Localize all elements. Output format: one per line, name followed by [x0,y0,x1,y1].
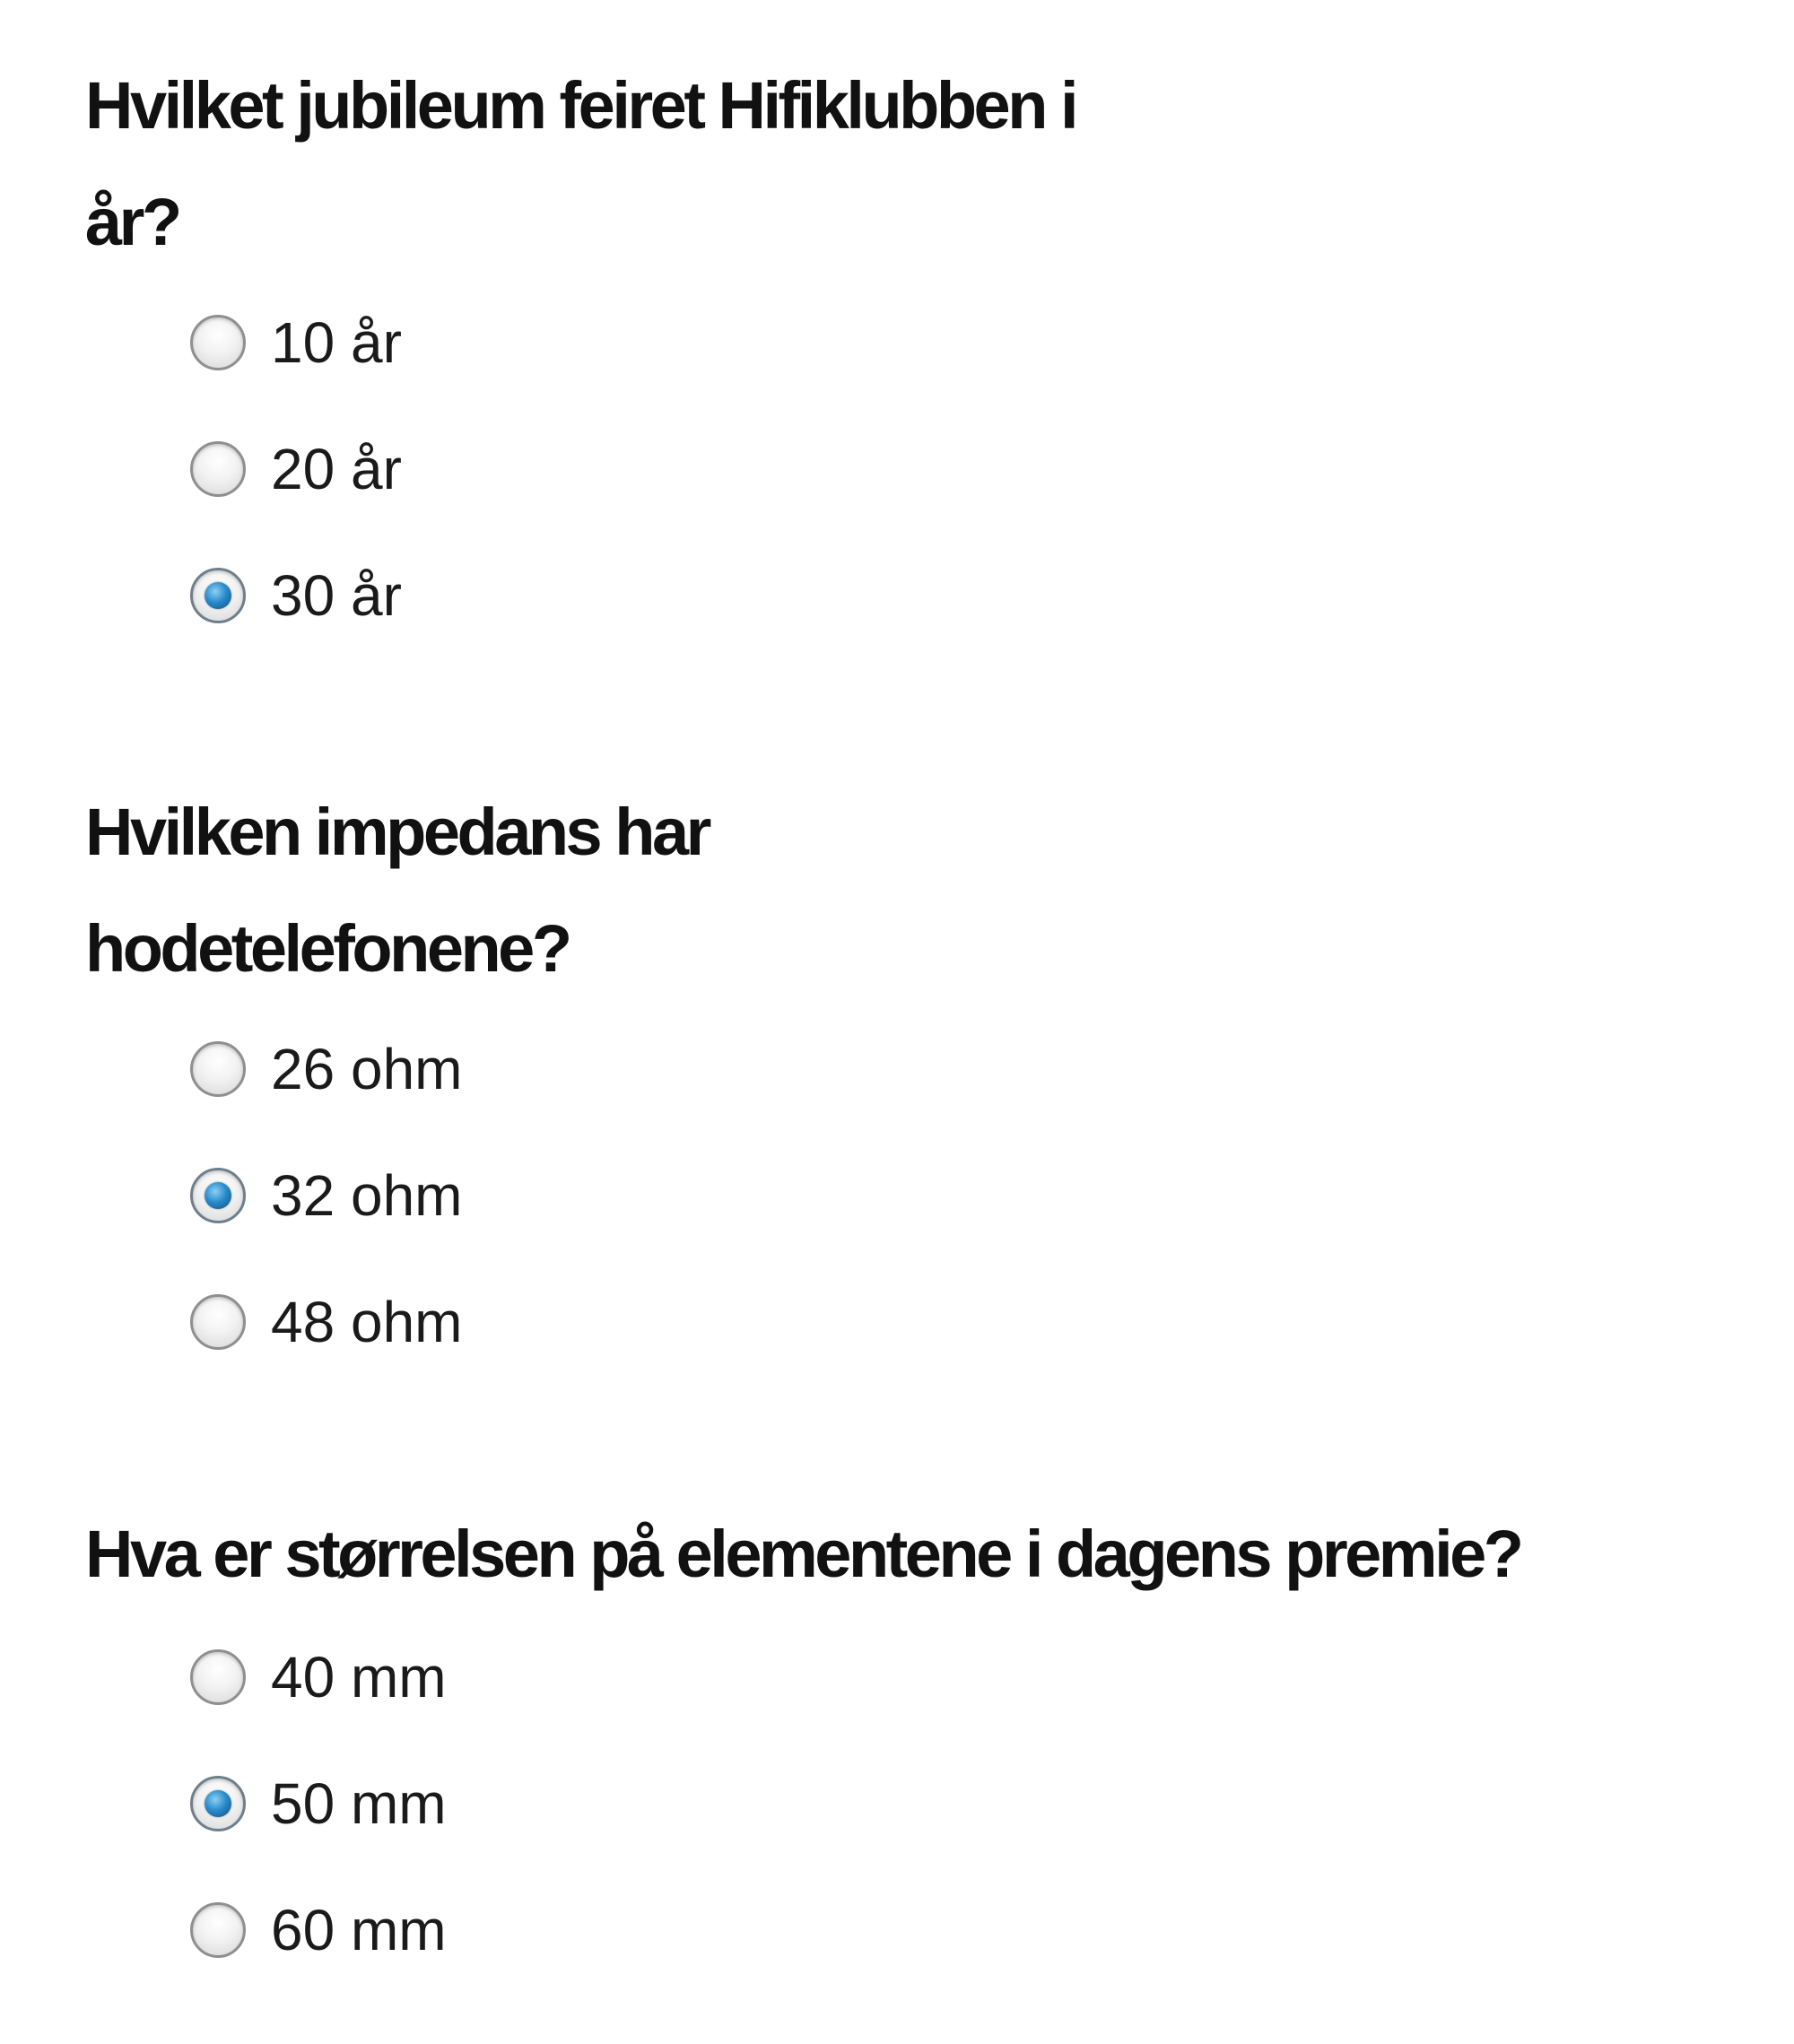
question-1-title [85,48,1076,281]
q2-option-32-ohm[interactable] [190,1155,462,1236]
q3-option-40-mm[interactable] [190,1637,447,1718]
option-label: 50 mm [271,1771,447,1836]
q3-option-60-mm[interactable] [190,1890,447,1970]
radio-button[interactable] [190,1041,246,1097]
option-label: 10 år [271,310,402,375]
option-label: 48 ohm [271,1290,463,1354]
q1-option-10-years[interactable] [190,302,402,383]
radio-button[interactable] [190,1902,246,1958]
question-2-title [85,774,709,1007]
q3-option-50-mm[interactable] [190,1763,447,1844]
question-3-title [85,1496,1520,1613]
option-label: 60 mm [271,1898,447,1962]
question-2-line-2: hodetelefonene? [85,911,570,986]
option-label: 26 ohm [271,1037,463,1101]
radio-button[interactable] [190,1649,246,1705]
option-label: 40 mm [271,1645,447,1709]
option-label: 30 år [271,563,402,628]
radio-selected-dot [205,582,231,609]
radio-selected-dot [205,1182,231,1209]
radio-button[interactable] [190,315,246,370]
q2-option-48-ohm[interactable] [190,1282,462,1362]
q1-option-20-years[interactable] [190,429,402,509]
radio-button[interactable] [190,1776,246,1831]
radio-button[interactable] [190,441,246,497]
q1-option-30-years[interactable] [190,555,402,636]
radio-button[interactable] [190,1294,246,1350]
question-2-line-1: Hvilken impedans har [85,795,709,869]
q2-option-26-ohm[interactable] [190,1029,462,1109]
question-3-line-1: Hva er størrelsen på elementene i dagens premie? [85,1517,1521,1591]
radio-selected-dot [205,1790,231,1817]
question-1-line-2: år? [85,185,179,259]
radio-button[interactable] [190,568,246,623]
option-label: 32 ohm [271,1163,463,1228]
radio-button[interactable] [190,1168,246,1223]
question-1-line-1: Hvilket jubileum feiret Hifiklubben i [85,68,1076,143]
option-label: 20 år [271,437,402,501]
